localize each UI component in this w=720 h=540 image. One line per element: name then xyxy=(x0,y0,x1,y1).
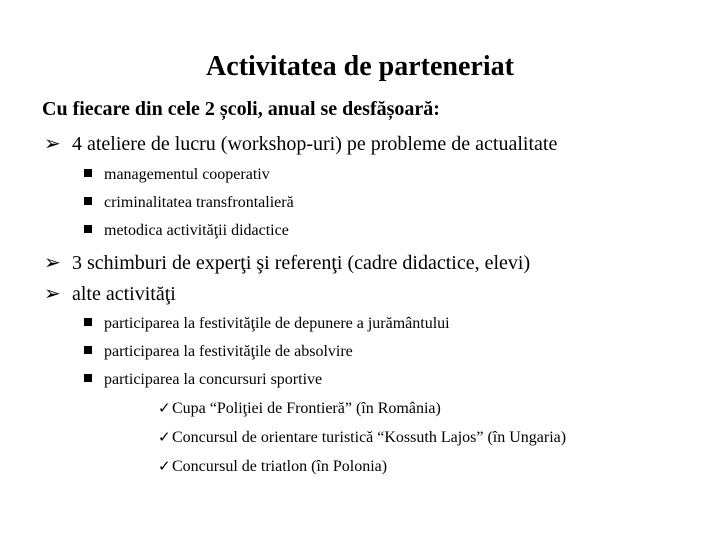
intro-text: Cu fiecare din cele 2 școli, anual se desfășoară: xyxy=(42,98,440,120)
sub-item-text: metodica activităţii didactice xyxy=(104,222,289,239)
sub-item-text: participarea la festivităţile de absolvire xyxy=(104,343,353,360)
checkmark-icon: ✓ xyxy=(158,401,171,417)
check-item xyxy=(158,398,441,420)
check-item-text: Concursul de triatlon (în Polonia) xyxy=(172,458,388,475)
bullet-text: alte activităţi xyxy=(72,283,176,305)
checkmark-icon: ✓ xyxy=(158,430,171,446)
bullet-item-workshops xyxy=(44,131,557,157)
check-item xyxy=(158,427,566,449)
square-bullet-icon xyxy=(84,197,92,205)
check-item-text: Concursul de orientare turistică “Kossuth Lajos” (în Ungaria) xyxy=(172,429,567,446)
check-item-text: Cupa “Poliţiei de Frontieră” (în România) xyxy=(172,400,441,417)
square-bullet-icon xyxy=(84,318,92,326)
sub-item xyxy=(84,313,450,335)
sub-item xyxy=(84,341,353,363)
bullet-item-other-activities xyxy=(44,281,176,307)
checkmark-icon: ✓ xyxy=(158,459,171,475)
arrow-bullet-icon: ➢ xyxy=(44,252,61,274)
sub-item-text: participarea la concursuri sportive xyxy=(104,371,323,388)
bullet-text: 3 schimburi de experţi şi referenţi (cadre didactice, elevi) xyxy=(72,252,531,274)
bullet-item-exchanges xyxy=(44,250,530,276)
square-bullet-icon xyxy=(84,374,92,382)
sub-item-text: participarea la festivităţile de depunere a jurământului xyxy=(104,315,450,332)
bullet-text: 4 ateliere de lucru (workshop-uri) pe probleme de actualitate xyxy=(72,133,558,155)
sub-item-text: managementul cooperativ xyxy=(104,166,270,183)
arrow-bullet-icon: ➢ xyxy=(44,283,61,305)
sub-item-text: criminalitatea transfrontalieră xyxy=(104,194,294,211)
square-bullet-icon xyxy=(84,169,92,177)
square-bullet-icon xyxy=(84,225,92,233)
sub-item xyxy=(84,220,289,242)
sub-item xyxy=(84,164,270,186)
square-bullet-icon xyxy=(84,346,92,354)
sub-item xyxy=(84,369,322,391)
check-item xyxy=(158,456,387,478)
slide-title: Activitatea de parteneriat xyxy=(206,51,514,82)
arrow-bullet-icon: ➢ xyxy=(44,133,61,155)
sub-item xyxy=(84,192,294,214)
